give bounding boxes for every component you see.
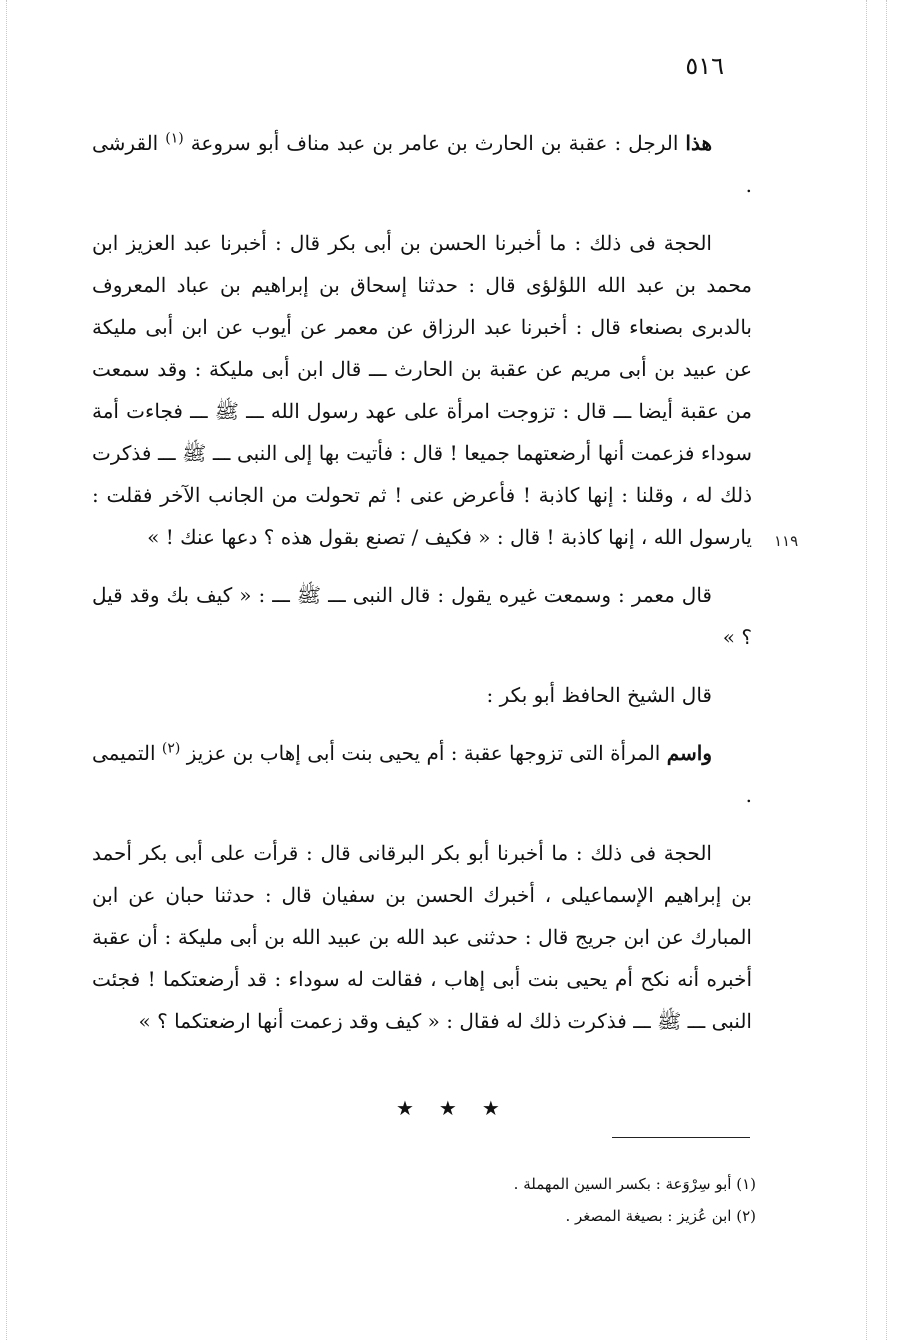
- paragraph-tail: القرشى .: [92, 131, 752, 197]
- footnotes: [514, 1168, 756, 1232]
- scan-edge-right: [866, 0, 867, 1340]
- footnote-ref-1: (١): [165, 130, 184, 147]
- paragraph-4: قال الشيخ الحافظ أبو بكر :: [486, 683, 712, 707]
- scan-edge-right-2: [886, 0, 887, 1340]
- footnote-rule: [612, 1137, 750, 1138]
- paragraph-3: قال معمر : وسمعت غيره يقول : قال النبى ـــ ﷺ ـــ : « كيف بك وقد قيل ؟ »: [92, 583, 752, 649]
- paragraph-text: الرجل : عقبة بن الحارث بن عامر بن عبد مناف أبو سروعة: [183, 131, 686, 155]
- scan-edge-left: [6, 0, 7, 1340]
- footnote-2: (٢) ابن عُزيز : بصيغة المصغر .: [565, 1207, 756, 1225]
- paragraph-2: الحجة فى ذلك : ما أخبرنا الحسن بن أبى بكر قال : أخبرنا عبد العزيز ابن محمد بن عبد الله اللؤلؤى قال : حدثنا إسحاق بن إبراهيم بن عباد المعروف بالدبرى بصنعاء قال : أخبرنا عبد الرزاق عن معمر عن أيوب عن ابن أبى مليكة عن عبيد بن أبى مريم عن عقبة بن الحارث ـــ قال ابن أبى مليكة : وقد سمعت من عقبة أيضا ـــ قال : تزوجت امرأة على عهد رسول الله ـــ ﷺ ـــ فجاءت أمة سوداء فزعمت أنها أرضعتهما جميعا ! قال : فأتيت بها إلى النبى ـــ ﷺ ـــ فذكرت ذلك له ، وقلنا : إنها كاذبة ! فأعرض عنى ! ثم تحولت من الجانب الآخر فقلت : يارسول الله ، إنها كاذبة ! قال : « فكيف / تصنع بقول هذه ؟ دعها عنك ! »: [92, 231, 752, 549]
- paragraph-6: الحجة فى ذلك : ما أخبرنا أبو بكر البرقانى قال : قرأت على أبى بكر أحمد بن إبراهيم الإسماعيلى ، أخبرك الحسن بن سفيان قال : حدثنا حبان عن ابن المبارك عن ابن جريج قال : حدثنى عبد الله بن عبيد الله بن أبى مليكة : أن عقبة أخبره أنه نكح أم يحيى بنت أبى إهاب ، فقالت له سوداء : قد أرضعتكما ! فجئت النبى ـــ ﷺ ـــ فذكرت ذلك له فقال : « كيف وقد زعمت أنها ارضعتكما ؟ »: [92, 841, 752, 1033]
- margin-page-reference: ١١٩: [774, 532, 799, 550]
- footnote-ref-2: (٢): [161, 740, 181, 757]
- main-text: [92, 122, 752, 1058]
- footnote-1: (١) أبو سِرْوَعة : بكسر السين المهملة .: [513, 1175, 756, 1193]
- page-number: ٥١٦: [685, 52, 724, 80]
- paragraph-1: [92, 122, 752, 206]
- section-separator: ★ ★ ★: [396, 1098, 510, 1120]
- paragraph-5: [92, 732, 752, 816]
- paragraph-tail: التميمى .: [92, 741, 752, 807]
- paragraph-text: المرأة التى تزوجها عقبة : أم يحيى بنت أبى إهاب بن عزيز: [180, 741, 667, 765]
- lead-word: واسم: [666, 741, 713, 765]
- lead-word: هذا: [685, 131, 712, 155]
